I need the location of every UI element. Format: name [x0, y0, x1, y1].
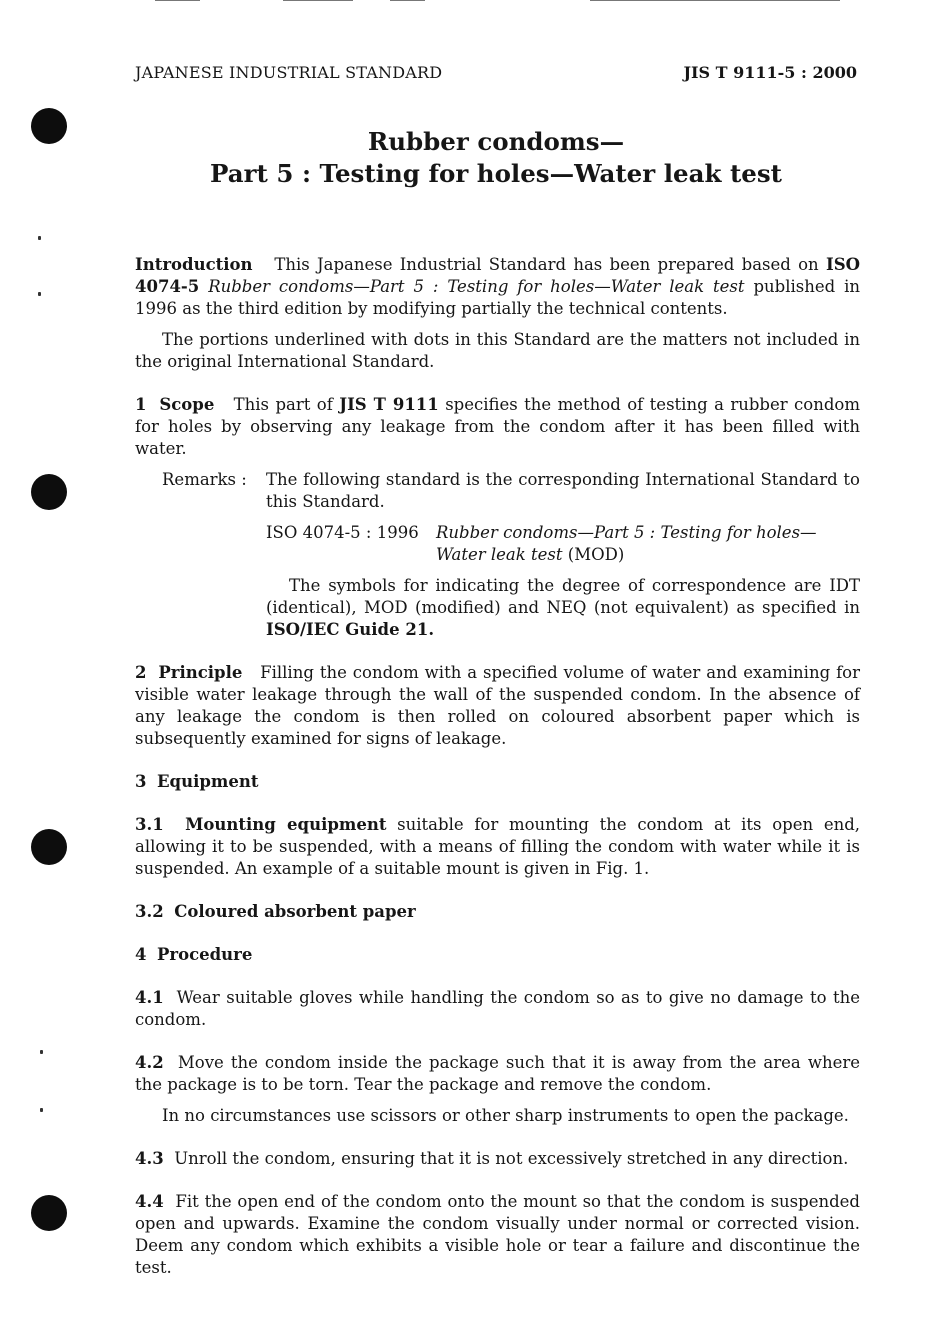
remarks-text: The following standard is the corresponding International Standard to this Standard. — [266, 470, 860, 511]
punch-hole — [31, 474, 67, 510]
introduction-heading: Introduction — [135, 255, 253, 274]
scan-speck — [38, 292, 41, 296]
section-4-4: 4.4 Fit the open end of the condom onto the mount so that the condom is suspended open and upwards. Examine the condom visually under normal or corrected vision. Deem any condom which exhibits a visible hole or tear a failure and discontinue the test. — [135, 1192, 860, 1277]
header-standard-number: JIS T 9111-5 : 2000 — [683, 63, 857, 82]
section-4-3: 4.3 Unroll the condom, ensuring that it is not excessively stretched in any direction. — [135, 1149, 849, 1168]
scope-remarks — [162, 469, 860, 513]
scan-edge-line — [590, 0, 840, 1]
scan-speck — [38, 236, 41, 240]
scope-paragraph: 1 Scope This part of JIS T 9111 specifies the method of testing a rubber condom for holes by observing any leakage from the condom after it has been filled with water. — [135, 395, 860, 458]
section-3-1: 3.1 Mounting equipment suitable for mounting the condom at its open end, allowing it to be suspended, with a means of filling the condom with water while it is suspended. An example of a suitable mount is given in Fig. 1. — [135, 815, 861, 878]
principle-heading: Principle — [158, 663, 243, 682]
correspondence-note: The symbols for indicating the degree of correspondence are IDT (identical), MOD (modified) and NEQ (not equivalent) as specified in ISO/IEC Guide 21. — [266, 576, 860, 639]
introduction-note: The portions underlined with dots in this Standard are the matters not included in the original International Standard. — [135, 330, 860, 371]
title-line-1: Rubber condoms— — [367, 127, 625, 156]
iso-reference-title: Rubber condoms—Part 5 : Testing for holes—Water leak test — [436, 523, 817, 564]
scan-edge-line — [390, 0, 425, 1]
equipment-heading: 3 Equipment — [135, 772, 259, 791]
section-3-2: 3.2 Coloured absorbent paper — [135, 902, 416, 921]
iso-reference-suffix: (MOD) — [567, 545, 625, 564]
introduction-paragraph: Introduction This Japanese Industrial Standard has been prepared based on ISO 4074-5 Rubber condoms—Part 5 : Testing for holes—Water leak test published in 1996 as the third edition by modifying partially the technical contents. — [135, 255, 860, 318]
header-standard-name: JAPANESE INDUSTRIAL STANDARD — [135, 63, 443, 82]
section-4-1: 4.1 Wear suitable gloves while handling the condom so as to give no damage to the condom. — [135, 988, 860, 1029]
page-header — [135, 62, 857, 84]
punch-hole — [31, 829, 67, 865]
scan-speck — [40, 1108, 43, 1112]
iso-reference-number: ISO 4074-5 : 1996 — [266, 523, 419, 542]
guide-ref: ISO/IEC Guide 21 — [266, 620, 429, 639]
section-4-2-note: In no circumstances use scissors or other sharp instruments to open the package. — [162, 1106, 849, 1125]
procedure-heading: 4 Procedure — [135, 945, 253, 964]
principle-number: 2 — [135, 663, 147, 682]
punch-hole — [31, 108, 67, 144]
scan-edge-line — [155, 0, 200, 1]
scope-ref: JIS T 9111 — [339, 395, 439, 414]
scope-heading: Scope — [159, 395, 215, 414]
section-4-2: 4.2 Move the condom inside the package such that it is away from the area where the package is to be torn. Tear the package and remove the condom. — [135, 1053, 860, 1094]
remarks-label: Remarks : — [162, 470, 247, 489]
title-line-2: Part 5 : Testing for holes—Water leak test — [210, 159, 782, 188]
scan-speck — [40, 1050, 43, 1054]
principle-paragraph: 2 Principle Filling the condom with a specified volume of water and examining for visible water leakage through the wall of the suspended condom. In the absence of any leakage the condom is then rolled on coloured absorbent paper which is subsequently examined for signs of leakage. — [135, 663, 860, 748]
introduction-iso-ref: ISO 4074-5 — [135, 255, 860, 296]
punch-hole — [31, 1195, 67, 1231]
section-3-1-heading: Mounting equipment — [185, 815, 387, 834]
introduction-iso-title: Rubber condoms—Part 5 : Testing for holes—Water leak test — [208, 277, 745, 296]
iso-reference — [266, 522, 860, 566]
scan-edge-line — [283, 0, 353, 1]
document-title — [135, 126, 857, 190]
scope-number: 1 — [135, 395, 147, 414]
document-body — [135, 254, 860, 1279]
